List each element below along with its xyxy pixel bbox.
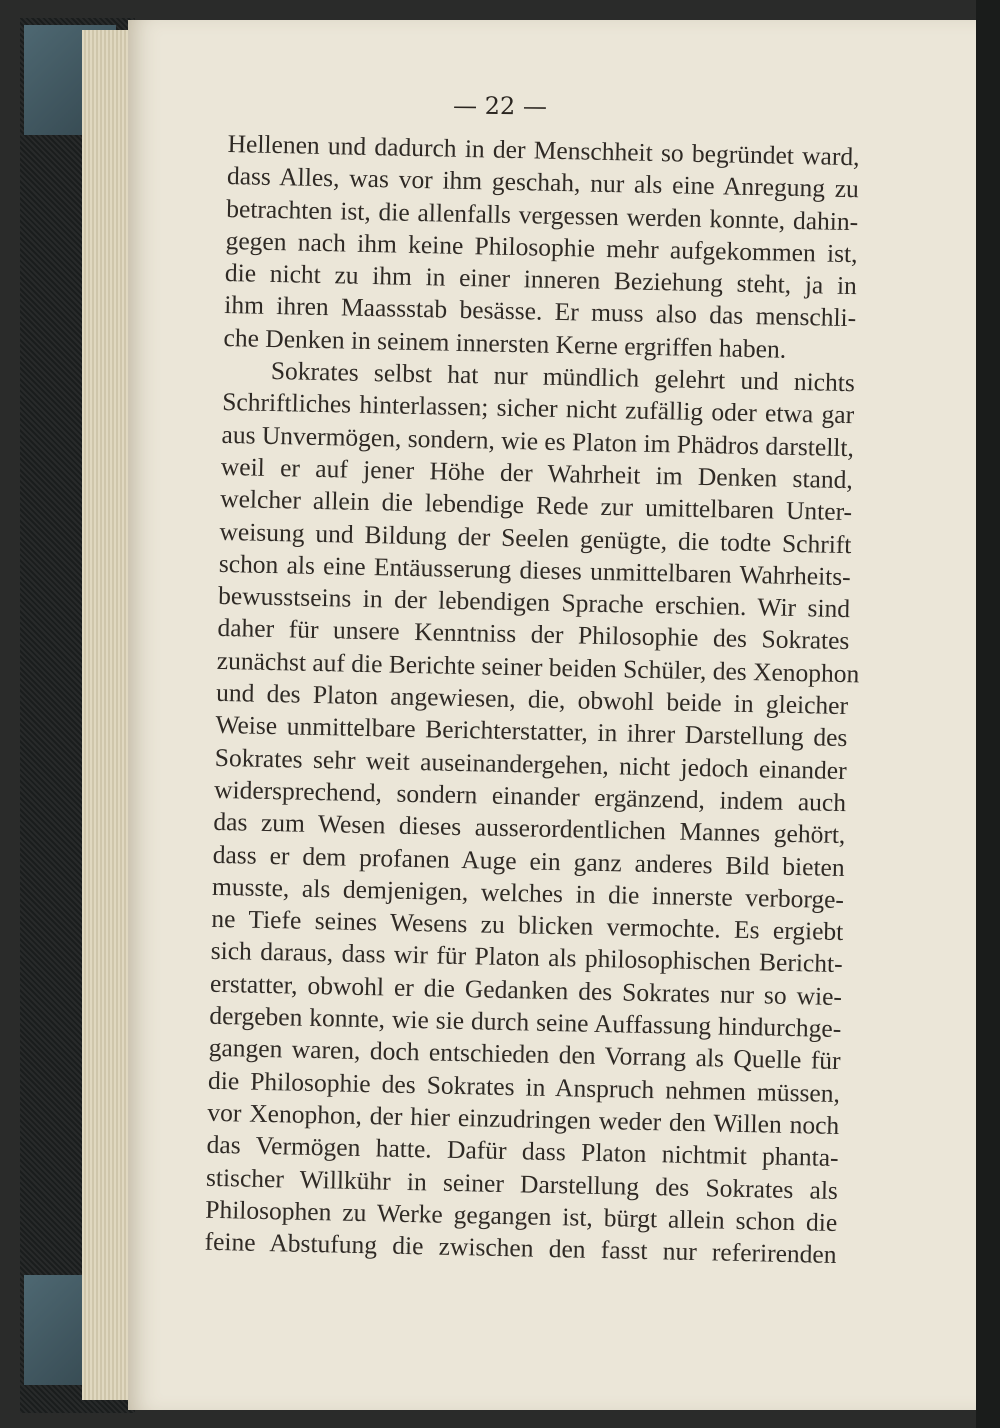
text-line: das zum Wesen dieses ausserordentlichen Mannes gehört, [213, 807, 846, 850]
text-line: Hellenen und dadurch in der Menschheit so begründet ward, [227, 128, 860, 172]
text-line: Schriftliches hinterlassen; sicher nicht zufällig oder etwa gar [221, 387, 855, 430]
text-line: bewusstseins in der lebendigen Sprache erschien. Wir sind [217, 581, 851, 624]
text-line: die nicht zu ihm in einer inneren Beziehung steht, ja in [224, 258, 858, 301]
text-line: aus Unvermögen, sondern, wie es Platon im Phädros darstellt, [221, 419, 855, 462]
right-margin-shadow [976, 0, 1000, 1428]
text-line: welcher allein die lebendige Rede zur umittelbaren Unter- [219, 484, 853, 527]
text-line: dass er dem profanen Auge ein ganz anderes Bild bieten [212, 839, 845, 882]
text-line: und des Platon angewiesen, die, obwohl beide in gleicher [215, 677, 849, 721]
text-line: weisung und Bildung der Seelen genügte, die todte Schrift [219, 516, 852, 559]
text-line: ihm ihren Maassstab besässe. Er muss also das menschli- [223, 290, 857, 333]
text-line: widersprechend, sondern einander ergänzend, indem auch [213, 774, 847, 818]
text-line: das Vermögen hatte. Dafür dass Platon nichtmit phanta- [206, 1129, 839, 1173]
text-line: vor Xenophon, der hier einzudringen weder den Willen noch [207, 1097, 840, 1140]
text-line: Sokrates sehr weit auseinandergehen, nicht jedoch einander [214, 742, 847, 785]
text-line: dergeben konnte, wie sie durch seine Auffassung hindurchge- [209, 1000, 842, 1044]
text-line: stischer Willkühr in seiner Darstellung des Sokrates als [205, 1162, 839, 1205]
text-line: weil er auf jener Höhe der Wahrheit im Denken stand, [220, 451, 854, 495]
text-line: gangen waren, doch entschieden den Vorrang als Quelle für [208, 1033, 841, 1076]
text-line: gegen nach ihm keine Philosophie mehr aufgekommen ist, [225, 225, 858, 269]
text-line: die Philosophie des Sokrates in Anspruch nehmen müssen, [207, 1065, 841, 1108]
text-line: zunächst auf die Berichte seiner beiden Schüler, des Xenophon [216, 645, 860, 689]
text-line: musste, als demjenigen, welches in die innerste verborge- [211, 871, 845, 914]
page-number: — 22 — [452, 91, 548, 121]
text-line: Sokrates selbst hat nur mündlich gelehrt und nichts [270, 356, 856, 398]
text-line: dass Alles, was vor ihm geschah, nur als eine Anregung zu [226, 161, 860, 204]
text-line: feine Abstufung die zwischen den fasst nur referirenden [204, 1226, 837, 1270]
text-line: Weise unmittelbare Berichterstatter, in ihrer Darstellung des [215, 710, 848, 753]
text-line: schon als eine Entäusserung dieses unmittelbaren Wahrheits- [218, 548, 852, 591]
text-line: sich daraus, dass wir für Platon als philosophischen Bericht- [210, 936, 843, 979]
text-line: betrachten ist, die allenfalls vergessen werden konnte, dahin- [226, 193, 859, 236]
text-line: Philosophen zu Werke gegangen ist, bürgt allein schon die [205, 1194, 838, 1237]
text-line: erstatter, obwohl er die Gedanken des Sokrates nur so wie- [209, 968, 843, 1011]
text-line: ne Tiefe seines Wesens zu blicken vermochte. Es ergiebt [211, 903, 844, 947]
text-line: daher für unsere Kenntniss der Philosophie des Sokrates [217, 613, 850, 656]
page-text [204, 128, 860, 1271]
text-line: che Denken in seinem innersten Kerne ergriffen haben. [223, 322, 787, 364]
